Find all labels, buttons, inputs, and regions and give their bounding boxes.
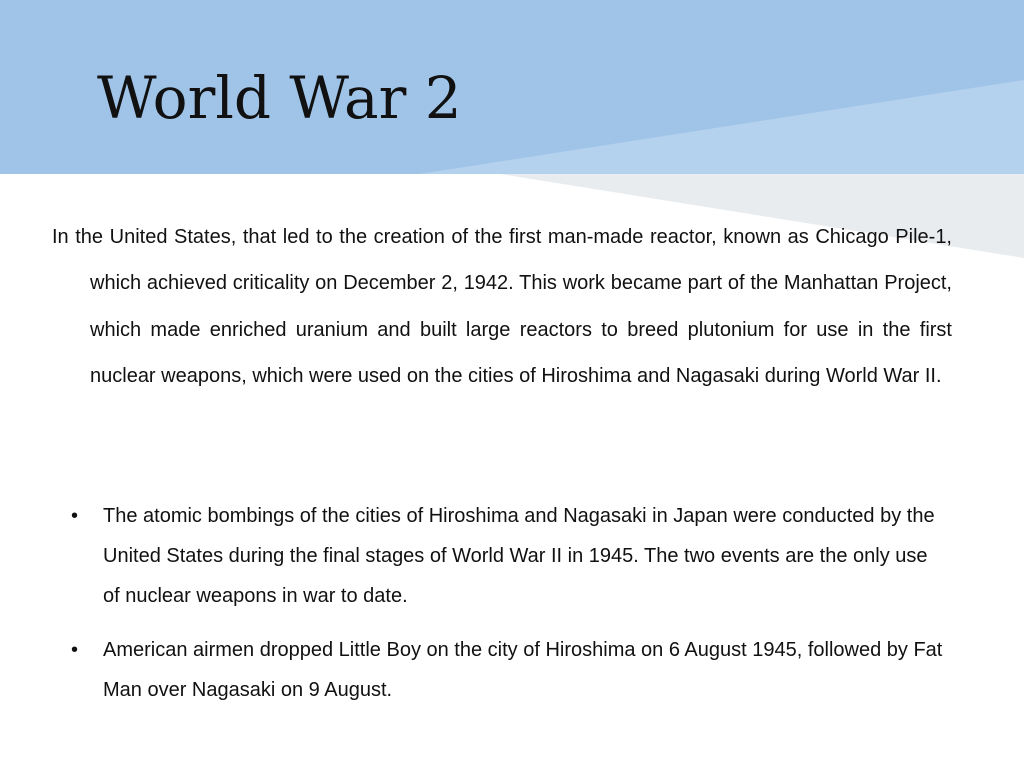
bullet-marker: • [71, 639, 79, 661]
header-accent-shape [420, 80, 1024, 174]
bullet-text: The atomic bombings of the cities of Hiroshima and Nagasaki in Japan were conducted by the United States during the final stages of World War II in 1945. The two events are the only use of nuclear weapons in war to date. [103, 505, 935, 607]
body-paragraph: In the United States, that led to the creation of the first man-made reactor, known as Chicago Pile-1, which achieved criticality on December 2, 1942. This work became part of the Manhattan Project, which made enriched uranium and built large reactors to breed plutonium for use in the first nuclear weapons, which were used on the cities of Hiroshima and Nagasaki during World War II. [52, 226, 952, 388]
bullet-list [71, 496, 943, 724]
slide-title: World War 2 [97, 64, 462, 132]
bullet-marker: • [71, 505, 79, 527]
bullet-item [71, 630, 943, 710]
bullet-item [71, 496, 943, 616]
bullet-text: American airmen dropped Little Boy on the city of Hiroshima on 6 August 1945, followed by Fat Man over Nagasaki on 9 August. [103, 639, 943, 701]
